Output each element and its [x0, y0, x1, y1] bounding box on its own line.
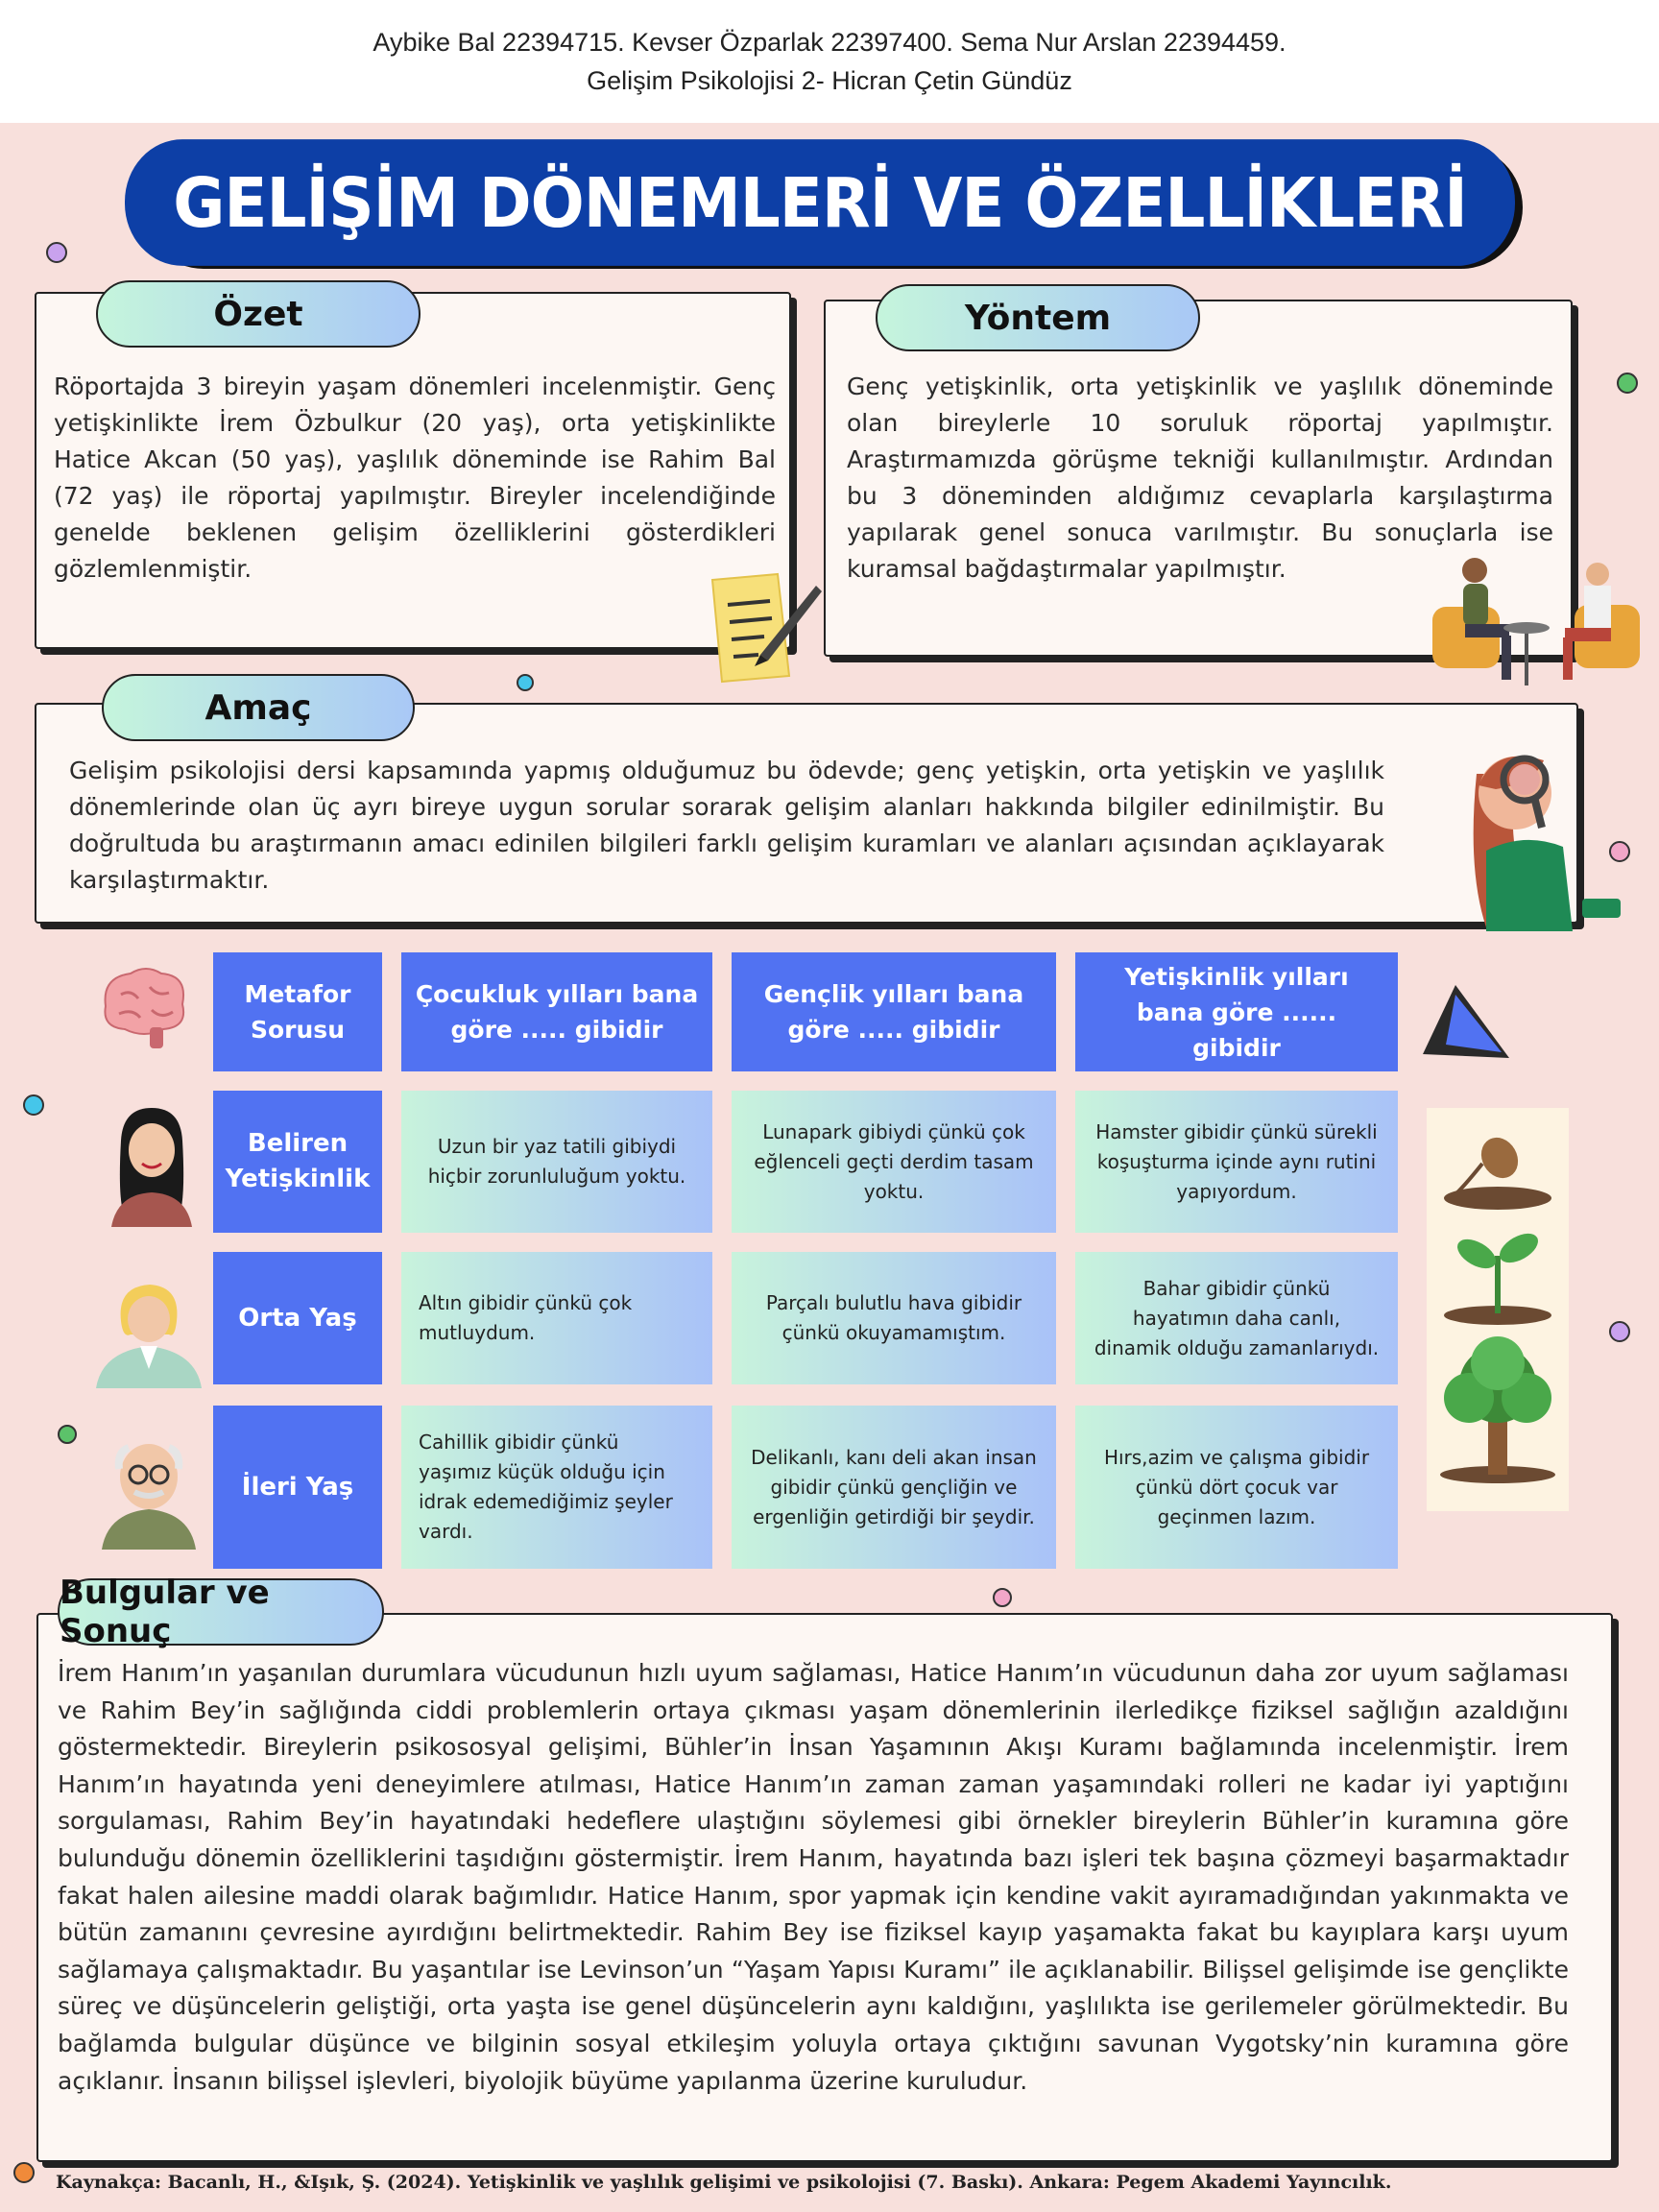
decor-dot [23, 1094, 44, 1116]
table-cell: Hırs,azim ve çalışma gibidir çünkü dört çocuk var geçinmen lazım. [1075, 1406, 1398, 1569]
ozet-text: Röportajda 3 bireyin yaşam dönemleri incelenmiştir. Genç yetişkinlikte İrem Özbulkur (20 yaş), orta yetişkinlikte Hatice Akcan (50 yaş), yaşlılık döneminde ise Rahim Bal (72 yaş) ile röportaj yapılmıştır. Bireyler incelendiğinde genelde beklenen gelişim özelliklerini gösterdikleri gözlemlenmiştir. [54, 373, 776, 583]
row-label-middle-age: Orta Yaş [213, 1252, 382, 1384]
elderly-man-avatar-icon [96, 1431, 202, 1550]
ozet-heading: Özet [96, 280, 421, 348]
yontem-heading: Yöntem [876, 284, 1200, 351]
seed-icon [1438, 1125, 1557, 1212]
yontem-text: Genç yetişkinlik, orta yetişkinlik ve yaşlılık döneminde olan bireylerle 10 soruluk röportaj yapılmıştır. Araştırmamızda görüşme tekniği kullanılmıştır. Ardından bu 3 döneminden aldığımız cevaplarla karşılaştırma yapılarak genel sonuca varılmıştır. Bu sonuçlarla ise kuramsal bağdaştırmalar yapılmıştır. [847, 373, 1553, 583]
table-cell: Lunapark gibiydi çünkü çok eğlenceli geçti derdim tasam yoktu. [732, 1091, 1056, 1233]
amac-text: Gelişim psikolojisi dersi kapsamında yapmış olduğumuz bu ödevde; genç yetişkin, orta yetişkin ve yaşlılık dönemlerinde olan üç ayrı bireye uygun sorular sorarak gelişim alanları hakkında bilgiler edinilmiştir. Bu doğrultuda bu araştırmanın amacı edinilen bilgileri farklı gelişim kuramları ve alanları açısından açıklayarak karşılaştırmaktır. [69, 757, 1384, 894]
sprout-icon [1438, 1221, 1557, 1327]
tree-icon [1432, 1331, 1563, 1484]
course-line: Gelişim Psikolojisi 2- Hicran Çetin Gündüz [587, 66, 1072, 95]
decor-dot [993, 1588, 1012, 1607]
decor-dot [1617, 373, 1638, 394]
row-label-emerging-adult: Beliren Yetişkinlik [213, 1091, 382, 1233]
page-title: GELİŞİM DÖNEMLERİ VE ÖZELLİKLERİ [125, 139, 1515, 266]
table-cell: Bahar gibidir çünkü hayatımın daha canlı, dinamik olduğu zamanlarıydı. [1075, 1252, 1398, 1384]
row-label-old-age: İleri Yaş [213, 1406, 382, 1569]
reference-citation: Kaynakça: Bacanlı, H., &Işık, Ş. (2024). Yetişkinlik ve yaşlılık gelişimi ve psikolojisi (7. Baskı). Ankara: Pegem Akademi Yayıncılık. [56, 2172, 1392, 2193]
bulgular-heading: Bulgular ve Sonuç [58, 1578, 384, 1646]
table-cell: Delikanlı, kanı deli akan insan gibidir çünkü gençliğin ve ergenliğin getirdiği bir şeydir. [732, 1406, 1056, 1569]
interview-illustration-icon [1431, 551, 1642, 695]
brain-icon [96, 960, 192, 1056]
column-header-childhood: Çocukluk yılları bana göre ..... gibidir [401, 952, 712, 1071]
decor-dot [58, 1425, 77, 1444]
column-header-adulthood: Yetişkinlik yılları bana göre ...... gibidir [1075, 952, 1398, 1071]
decor-dot [46, 242, 67, 263]
magnifier-woman-icon [1429, 735, 1630, 931]
young-woman-avatar-icon [104, 1102, 200, 1227]
table-cell: Uzun bir yaz tatili gibiydi hiçbir zorunluluğum yoktu. [401, 1091, 712, 1233]
table-corner-header: Metafor Sorusu [213, 952, 382, 1071]
bulgular-text: İrem Hanım’ın yaşanılan durumlara vücudunun hızlı uyum sağlaması, Hatice Hanım’ın vücudunun daha zor uyum sağlaması ve Rahim Bey’in sağlığında ciddi problemlerin ortaya çıkması yaşam dönemlerinin ilerledikçe fiziksel sağlığın azaldığını göstermektedir. Bireylerin psikososyal gelişimi, Bühler’in İnsan Yaşamının Akışı Kuramı bağlamında incelenmiştir. İrem Hanım’ın hayatında yeni deneyimlere atılması, Hatice Hanım’ın zaman zaman yaşamındaki rolleri ne kadar iyi yaptığını sorgulaması, Rahim Bey’in hayatındaki hedeflere ulaştığını söylemesi gibi örnekler bireylerin Bühler’in kuramına göre bulunduğu dönemin özelliklerini taşıdığını göstermiştir. İrem Hanım, hayatında bazı işleri tek başına çözmeyi başarmaktadır fakat halen ailesine maddi olarak bağımlıdır. Hatice Hanım, spor yapmak için kendine vakit ayıramadığından yakınmakta ve bütün zamanını çevresine ayırdığını belirtmektedir. Rahim Bey ise fiziksel kayıp yaşamakta fakat bu kayıplara karşı uyum sağlamaya çalışmaktadır. Bu yaşantılar ise Levinson’un “Yaşam Yapısı Kuramı” ile açıklanabilir. Bilişsel gelişimde ise gençlikte süreç ve düşüncelerin geliştiği, orta yaşta ise genel düşüncelerin aynı kaldığını, yaşlılıkta ise gerilemeler görülmektedir. Bu bağlamda bulgular düşünce ve bilginin sosyal etkileşim yoluyla ortaya çıktığını savunan Vygotsky’nin kuramına göre açıklanır. İnsanın bilişsel işlevleri, biyolojik büyüme yapılanma üzerine kuruludur. [58, 1659, 1569, 2095]
page-header [0, 0, 1659, 123]
triangle-icon [1417, 977, 1513, 1064]
decor-dot [1609, 1321, 1630, 1342]
decor-dot [517, 674, 534, 691]
note-pencil-icon [703, 563, 826, 685]
middle-aged-woman-avatar-icon [92, 1277, 205, 1388]
table-cell: Parçalı bulutlu hava gibidir çünkü okuyamamıştım. [732, 1252, 1056, 1384]
column-header-youth: Gençlik yılları bana göre ..... gibidir [732, 952, 1056, 1071]
authors-line: Aybike Bal 22394715. Kevser Özparlak 22397400. Sema Nur Arslan 22394459. [373, 28, 1286, 57]
decor-dot [13, 2162, 35, 2183]
table-cell: Hamster gibidir çünkü sürekli koşuşturma içinde aynı rutini yapıyordum. [1075, 1091, 1398, 1233]
amac-heading: Amaç [102, 674, 415, 741]
table-cell: Cahillik gibidir çünkü yaşımız küçük olduğu için idrak edemediğimiz şeyler vardı. [401, 1406, 712, 1569]
table-cell: Altın gibidir çünkü çok mutluydum. [401, 1252, 712, 1384]
